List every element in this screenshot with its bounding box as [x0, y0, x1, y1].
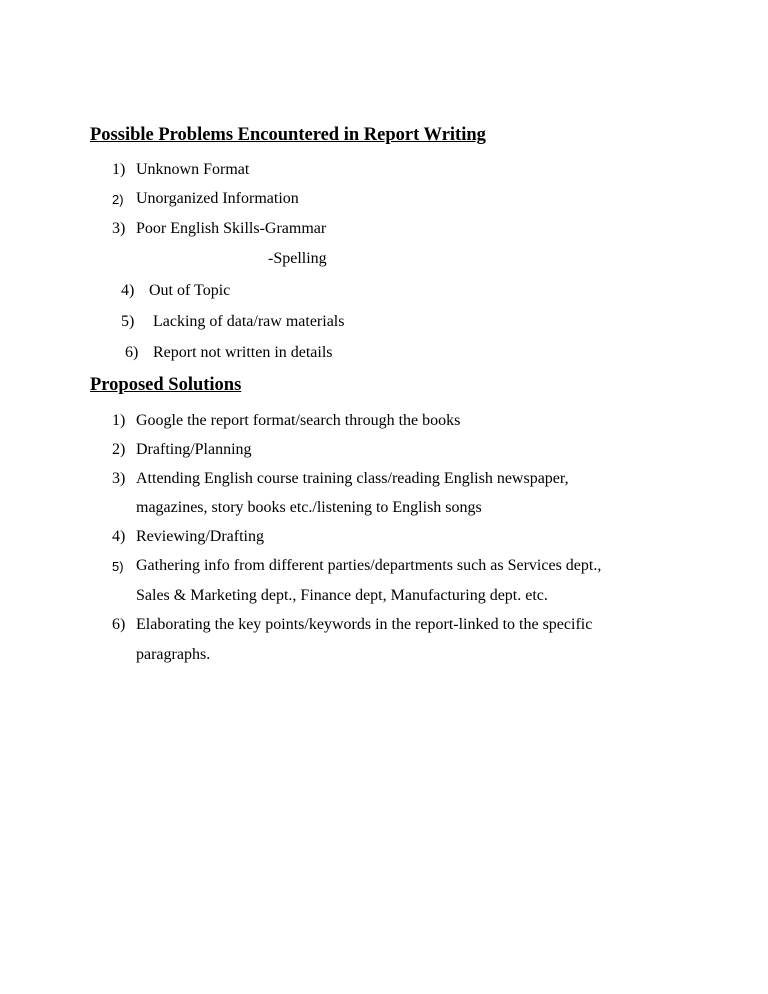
list-number: 3) — [112, 470, 126, 487]
solutions-heading: Proposed Solutions — [90, 375, 242, 395]
list-text: Sales & Marketing dept., Finance dept, Manufacturing dept. etc. — [136, 587, 548, 604]
list-text: paragraphs. — [136, 646, 211, 663]
list-number: 2) — [112, 192, 124, 207]
list-text: Poor English Skills-Grammar — [136, 220, 327, 237]
list-text-continuation: -Spelling — [268, 250, 327, 267]
list-text: Unknown Format — [136, 161, 250, 178]
list-text: Drafting/Planning — [136, 441, 252, 458]
list-number: 6) — [112, 616, 126, 633]
list-text: Lacking of data/raw materials — [153, 313, 345, 330]
list-number: 3) — [112, 220, 126, 237]
list-number: 5) — [112, 559, 124, 574]
list-number: 6) — [125, 344, 139, 361]
list-text: Gathering info from different parties/departments such as Services dept., — [136, 557, 602, 574]
list-text: Report not written in details — [153, 344, 333, 361]
list-text: Attending English course training class/reading English newspaper, — [136, 470, 569, 487]
problems-heading: Possible Problems Encountered in Report Writing — [90, 125, 486, 145]
list-number: 5) — [121, 313, 135, 330]
list-number: 1) — [112, 412, 126, 429]
list-text: Google the report format/search through the books — [136, 412, 461, 429]
list-text: Out of Topic — [149, 282, 231, 299]
list-number: 4) — [121, 282, 135, 299]
list-text: Reviewing/Drafting — [136, 528, 264, 545]
list-text: Unorganized Information — [136, 190, 299, 207]
list-text: magazines, story books etc./listening to English songs — [136, 499, 482, 516]
list-number: 2) — [112, 441, 126, 458]
list-text: Elaborating the key points/keywords in the report-linked to the specific — [136, 616, 593, 633]
list-number: 1) — [112, 161, 126, 178]
list-number: 4) — [112, 528, 126, 545]
